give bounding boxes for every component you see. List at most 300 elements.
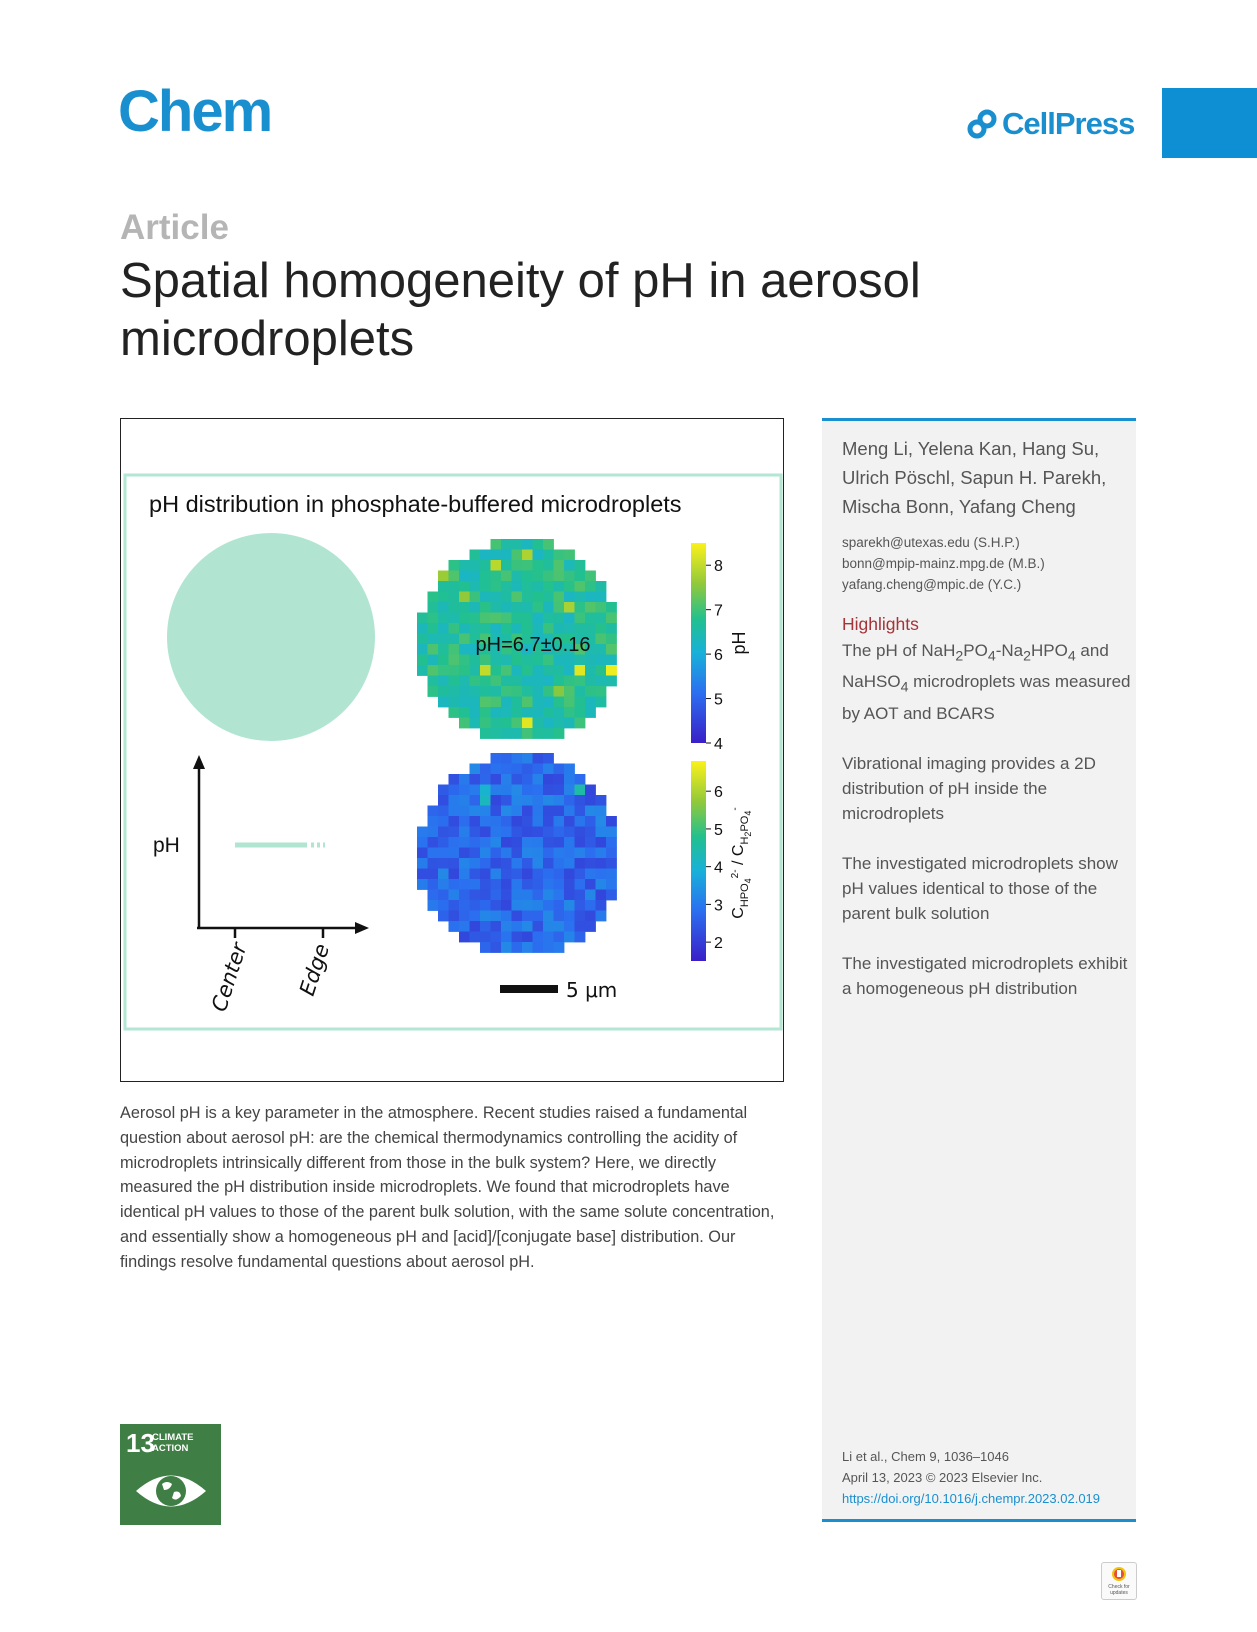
email-link[interactable]: sparekh@utexas.edu (S.H.P.) (842, 535, 1020, 550)
heatmap-cell (480, 592, 491, 603)
sdg-label: CLIMATE ACTION (152, 1432, 194, 1454)
heatmap-cell (596, 613, 607, 624)
heatmap-cell (501, 837, 512, 848)
heatmap-cell (449, 602, 460, 613)
heatmap-cell (470, 795, 481, 806)
heatmap-cell (480, 911, 491, 922)
heatmap-cell (491, 686, 502, 697)
heatmap-cell (491, 911, 502, 922)
heatmap-cell (585, 665, 596, 676)
heatmap-cell (449, 848, 460, 859)
axis-y-label: pH (153, 834, 180, 857)
heatmap-cell (470, 837, 481, 848)
heatmap-cell (501, 785, 512, 796)
heatmap-cell (417, 858, 428, 869)
heatmap-cell (533, 932, 544, 943)
heatmap-cell (585, 816, 596, 827)
heatmap-cell (501, 911, 512, 922)
heatmap-cell (564, 774, 575, 785)
heatmap-cell (470, 686, 481, 697)
heatmap-cell (501, 858, 512, 869)
heatmap-cell (512, 665, 523, 676)
heatmap-cell (491, 718, 502, 729)
heatmap-cell (522, 550, 533, 561)
heatmap-cell (512, 816, 523, 827)
heatmap-cell (480, 764, 491, 775)
heatmap-cell (512, 795, 523, 806)
heatmap-cell (459, 890, 470, 901)
heatmap-cell (501, 806, 512, 817)
heatmap-cell (522, 718, 533, 729)
heatmap-cell (596, 858, 607, 869)
heatmap-cell (501, 942, 512, 953)
heatmap-cell (575, 581, 586, 592)
heatmap-cell (501, 774, 512, 785)
heatmap-cell (564, 785, 575, 796)
heatmap-cell (459, 686, 470, 697)
heatmap-cell (512, 550, 523, 561)
heatmap-cell (491, 592, 502, 603)
citation-date: April 13, 2023 © 2023 Elsevier Inc. (842, 1470, 1043, 1485)
heatmap-cell (428, 686, 439, 697)
heatmap-cell (480, 774, 491, 785)
heatmap-cell (512, 932, 523, 943)
heatmap-cell (554, 602, 565, 613)
heatmap-cell (512, 921, 523, 932)
heatmap-cell (533, 655, 544, 666)
heatmap-cell (554, 879, 565, 890)
heatmap-cell (480, 581, 491, 592)
colorbar-tick-label: 4 (714, 859, 723, 877)
heatmap-cell (575, 816, 586, 827)
heatmap-cell (449, 623, 460, 634)
heatmap-cell (554, 581, 565, 592)
heatmap-cell (533, 890, 544, 901)
heatmap-cell (522, 764, 533, 775)
heatmap-cell (470, 848, 481, 859)
heatmap-cell (501, 655, 512, 666)
heatmap-cell (596, 697, 607, 708)
heatmap-cell (512, 602, 523, 613)
heatmap-cell (585, 890, 596, 901)
heatmap-cell (543, 806, 554, 817)
heatmap-cell (522, 869, 533, 880)
heatmap-cell (438, 602, 449, 613)
heatmap-cell (470, 655, 481, 666)
heatmap-cell (554, 774, 565, 785)
heatmap-cell (449, 697, 460, 708)
heatmap-cell (585, 879, 596, 890)
heatmap-cell (438, 623, 449, 634)
highlight-item: The investigated microdroplets exhibit a homogeneous pH distribution (842, 953, 1128, 998)
heatmap-cell (501, 602, 512, 613)
heatmap-cell (606, 634, 617, 645)
heatmap-cell (554, 665, 565, 676)
heatmap-cell (564, 890, 575, 901)
heatmap-cell (512, 623, 523, 634)
heatmap-cell (575, 911, 586, 922)
heatmap-cell (554, 686, 565, 697)
heatmap-cell (459, 613, 470, 624)
heatmap-cell (480, 942, 491, 953)
heatmap-cell (543, 848, 554, 859)
heatmap-cell (470, 785, 481, 796)
heatmap-cell (501, 921, 512, 932)
heatmap-cell (438, 613, 449, 624)
heatmap-cell (554, 728, 565, 739)
heatmap-cell (575, 827, 586, 838)
heatmap-cell (459, 707, 470, 718)
heatmap-cell (543, 623, 554, 634)
heatmap-cell (564, 900, 575, 911)
heatmap-cell (533, 900, 544, 911)
heatmap-cell (522, 848, 533, 859)
heatmap-cell (449, 785, 460, 796)
heatmap-cell (533, 550, 544, 561)
heatmap-cell (470, 774, 481, 785)
colorbar-tick-label: 6 (714, 784, 723, 802)
heatmap-cell (501, 550, 512, 561)
heatmap-cell (575, 571, 586, 582)
heatmap-cell (554, 932, 565, 943)
heatmap-cell (438, 911, 449, 922)
scale-bar-label: 5 μm (566, 978, 618, 1002)
heatmap-cell (428, 644, 439, 655)
heatmap-cell (449, 869, 460, 880)
heatmap-cell (512, 613, 523, 624)
heatmap-cell (596, 827, 607, 838)
heatmap-cell (606, 655, 617, 666)
heatmap-cell (522, 581, 533, 592)
doi-link[interactable]: https://doi.org/10.1016/j.chempr.2023.02.019 (842, 1491, 1101, 1506)
heatmap-cell (480, 686, 491, 697)
heatmap-cell (554, 837, 565, 848)
heatmap-cell (501, 718, 512, 729)
heatmap-cell (543, 676, 554, 687)
heatmap-cell (438, 806, 449, 817)
heatmap-cell (491, 858, 502, 869)
heatmap-cell (596, 900, 607, 911)
heatmap-cell (449, 900, 460, 911)
heatmap-cell (480, 816, 491, 827)
heatmap-cell (459, 665, 470, 676)
heatmap-cell (596, 644, 607, 655)
heatmap-cell (554, 900, 565, 911)
heatmap-cell (512, 728, 523, 739)
heatmap-cell (449, 655, 460, 666)
heatmap-cell (575, 869, 586, 880)
heatmap-cell (501, 571, 512, 582)
heatmap-cell (596, 655, 607, 666)
heatmap-cell (596, 602, 607, 613)
eye-globe-icon (134, 1468, 208, 1514)
heatmap-cell (470, 602, 481, 613)
heatmap-cell (564, 697, 575, 708)
heatmap-cell (543, 592, 554, 603)
heatmap-cell (459, 655, 470, 666)
heatmap-cell (596, 837, 607, 848)
heatmap-cell (522, 676, 533, 687)
heatmap-cell (501, 764, 512, 775)
heatmap-cell (564, 911, 575, 922)
ph-annotation: pH=6.7±0.16 (475, 634, 591, 656)
heatmap-cell (554, 592, 565, 603)
heatmap-cell (543, 827, 554, 838)
heatmap-cell (606, 848, 617, 859)
check-updates-label: Check for updates (1108, 1584, 1130, 1596)
heatmap-cell (491, 728, 502, 739)
heatmap-cell (459, 774, 470, 785)
heatmap-cell (501, 728, 512, 739)
heatmap-cell (596, 879, 607, 890)
heatmap-cell (585, 869, 596, 880)
heatmap-cell (512, 697, 523, 708)
highlights-heading: Highlights (842, 614, 919, 634)
heatmap-cell (554, 676, 565, 687)
heatmap-cell (459, 879, 470, 890)
heatmap-cell (491, 602, 502, 613)
heatmap-cell (543, 785, 554, 796)
heatmap-cell (543, 655, 554, 666)
heatmap-cell (522, 806, 533, 817)
heatmap-cell (606, 890, 617, 901)
heatmap-cell (470, 932, 481, 943)
heatmap-cell (491, 676, 502, 687)
heatmap-cell (533, 686, 544, 697)
heatmap-cell (564, 869, 575, 880)
ratio-colorbar-label: $C_{HPO}4^{2-} / C_H2PO4^-$ (730, 807, 753, 919)
heatmap-cell (438, 571, 449, 582)
heatmap-cell (512, 900, 523, 911)
graphical-abstract (120, 418, 784, 1082)
heatmap-cell (459, 827, 470, 838)
heatmap-cell (480, 837, 491, 848)
heatmap-cell (501, 827, 512, 838)
heatmap-cell (480, 921, 491, 932)
heatmap-cell (480, 623, 491, 634)
heatmap-cell (501, 697, 512, 708)
heatmap-cell (585, 921, 596, 932)
heatmap-cell (543, 816, 554, 827)
heatmap-cell (533, 795, 544, 806)
heatmap-cell (438, 581, 449, 592)
heatmap-cell (543, 764, 554, 775)
heatmap-cell (480, 795, 491, 806)
heatmap-cell (459, 848, 470, 859)
article-title: Spatial homogeneity of pH in aerosol microdroplets (120, 254, 921, 366)
heatmap-cell (459, 900, 470, 911)
heatmap-cell (470, 592, 481, 603)
sdg-number: 13 (126, 1428, 155, 1458)
heatmap-cell (428, 634, 439, 645)
heatmap-cell (564, 665, 575, 676)
heatmap-cell (438, 665, 449, 676)
heatmap-cell (564, 932, 575, 943)
heatmap-cell (564, 686, 575, 697)
heatmap-cell (459, 785, 470, 796)
heatmap-cell (438, 837, 449, 848)
heatmap-cell (480, 869, 491, 880)
heatmap-cell (575, 900, 586, 911)
heatmap-cell (470, 900, 481, 911)
heatmap-cell (533, 676, 544, 687)
heatmap-cell (522, 816, 533, 827)
heatmap-cell (564, 550, 575, 561)
heatmap-cell (417, 623, 428, 634)
heatmap-cell (533, 623, 544, 634)
x-tick-label-center: Center (206, 939, 252, 1015)
author-list: Meng Li, Yelena Kan, Hang Su, Ulrich Pöschl, Sapun H. Parekh, Mischa Bonn, Yafang Cheng (842, 438, 1107, 517)
heatmap-cell (533, 942, 544, 953)
heatmap-cell (470, 676, 481, 687)
heatmap-cell (606, 665, 617, 676)
heatmap-cell (575, 858, 586, 869)
heatmap-cell (596, 806, 607, 817)
heatmap-cell (575, 837, 586, 848)
heatmap-cell (533, 911, 544, 922)
heatmap-cell (459, 932, 470, 943)
heatmap-cell (585, 806, 596, 817)
heatmap-cell (491, 932, 502, 943)
heatmap-cell (575, 560, 586, 571)
heatmap-cell (522, 921, 533, 932)
heatmap-cell (606, 869, 617, 880)
email-link[interactable]: yafang.cheng@mpic.de (Y.C.) (842, 577, 1022, 592)
heatmap-cell (428, 613, 439, 624)
heatmap-cell (554, 718, 565, 729)
publisher-logo (966, 104, 1134, 144)
heatmap-cell (428, 837, 439, 848)
heatmap-cell (533, 581, 544, 592)
heatmap-cell (543, 879, 554, 890)
heatmap-cell (417, 869, 428, 880)
heatmap-cell (522, 858, 533, 869)
ph-colorbar (691, 543, 706, 743)
heatmap-cell (501, 560, 512, 571)
heatmap-cell (449, 571, 460, 582)
heatmap-cell (438, 816, 449, 827)
heatmap-cell (417, 655, 428, 666)
heatmap-cell (491, 764, 502, 775)
heatmap-cell (470, 827, 481, 838)
highlight-item: The investigated microdroplets show pH values identical to those of the parent bulk solution (842, 853, 1118, 923)
heatmap-cell (554, 869, 565, 880)
heatmap-cell (470, 613, 481, 624)
colorbar-tick-label: 4 (714, 736, 723, 753)
heatmap-cell (512, 718, 523, 729)
heatmap-cell (449, 795, 460, 806)
heatmap-cell (564, 571, 575, 582)
heatmap-cell (438, 795, 449, 806)
sdg-climate-action-badge (120, 1424, 221, 1525)
heatmap-cell (470, 890, 481, 901)
heatmap-cell (438, 879, 449, 890)
heatmap-cell (449, 560, 460, 571)
heatmap-cell (501, 707, 512, 718)
heatmap-cell (512, 655, 523, 666)
heatmap-cell (459, 869, 470, 880)
heatmap-cell (501, 676, 512, 687)
heatmap-cell (533, 869, 544, 880)
heatmap-cell (533, 816, 544, 827)
heatmap-cell (543, 665, 554, 676)
heatmap-cell (428, 676, 439, 687)
heatmap-cell (480, 613, 491, 624)
heatmap-cell (470, 921, 481, 932)
heatmap-cell (554, 571, 565, 582)
heatmap-cell (470, 707, 481, 718)
heatmap-cell (480, 676, 491, 687)
heatmap-cell (554, 890, 565, 901)
heatmap-cell (543, 753, 554, 764)
heatmap-cell (564, 613, 575, 624)
heatmap-cell (543, 613, 554, 624)
heatmap-cell (512, 806, 523, 817)
heatmap-cell (564, 655, 575, 666)
heatmap-cell (449, 686, 460, 697)
colorbar-tick-label: 2 (714, 935, 723, 953)
heatmap-cell (417, 665, 428, 676)
heatmap-cell (491, 785, 502, 796)
heatmap-cell (522, 900, 533, 911)
heatmap-cell (512, 827, 523, 838)
y-axis-arrow (193, 755, 205, 769)
heatmap-cell (543, 869, 554, 880)
heatmap-cell (470, 718, 481, 729)
heatmap-cell (491, 942, 502, 953)
heatmap-cell (438, 697, 449, 708)
heatmap-cell (596, 911, 607, 922)
heatmap-cell (491, 623, 502, 634)
heatmap-cell (522, 795, 533, 806)
heatmap-cell (438, 890, 449, 901)
heatmap-cell (491, 581, 502, 592)
citation-reference: Li et al., Chem 9, 1036–1046 (842, 1449, 1009, 1464)
heatmap-cell (606, 858, 617, 869)
email-link[interactable]: bonn@mpip-mainz.mpg.de (M.B.) (842, 556, 1045, 571)
heatmap-cell (575, 848, 586, 859)
heatmap-cell (522, 837, 533, 848)
heatmap-cell (522, 539, 533, 550)
heatmap-cell (533, 764, 544, 775)
heatmap-cell (470, 911, 481, 922)
heatmap-cell (428, 848, 439, 859)
heatmap-cell (554, 707, 565, 718)
heatmap-cell (554, 858, 565, 869)
heatmap-cell (522, 623, 533, 634)
heatmap-cell (606, 837, 617, 848)
heatmap-cell (438, 655, 449, 666)
droplet-illustration (167, 533, 375, 741)
heatmap-cell (501, 795, 512, 806)
heatmap-cell (459, 634, 470, 645)
heatmap-cell (564, 581, 575, 592)
colorbar-tick-label: 8 (714, 558, 723, 576)
heatmap-cell (533, 718, 544, 729)
heatmap-cell (449, 644, 460, 655)
heatmap-cell (470, 665, 481, 676)
heatmap-cell (554, 560, 565, 571)
heatmap-cell (564, 795, 575, 806)
heatmap-cell (575, 623, 586, 634)
heatmap-cell (596, 869, 607, 880)
heatmap-cell (428, 879, 439, 890)
check-for-updates-badge[interactable] (1101, 1562, 1137, 1600)
heatmap-cell (512, 764, 523, 775)
heatmap-cell (428, 592, 439, 603)
heatmap-cell (438, 676, 449, 687)
heatmap-cell (554, 848, 565, 859)
